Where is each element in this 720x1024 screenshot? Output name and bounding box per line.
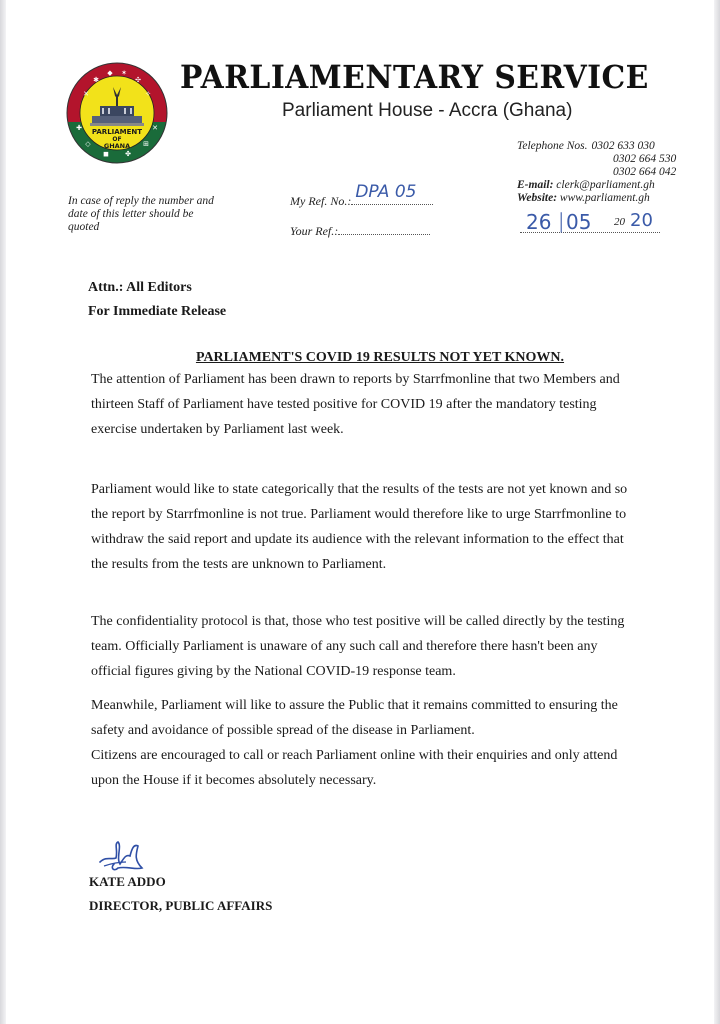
svg-text:OF: OF bbox=[112, 136, 122, 143]
parliament-of-ghana-seal-icon bbox=[66, 62, 168, 164]
svg-text:✶: ✶ bbox=[121, 69, 127, 77]
letter-date bbox=[520, 210, 660, 233]
website-link[interactable]: www.parliament.gh bbox=[559, 192, 650, 204]
svg-text:◆: ◆ bbox=[107, 69, 113, 77]
body-paragraph: Citizens are encouraged to call or reach Parliament online with their enquiries and only attend upon the House if it becomes absolutely necessary. bbox=[91, 748, 618, 788]
email-link[interactable]: clerk@parliament.gh bbox=[556, 179, 655, 191]
your-ref-value bbox=[338, 222, 430, 235]
body-paragraph: The attention of Parliament has been drawn to reports by Starrfmonline that two Members and thirteen Staff of Parliament have tested positive for COVID 19 after the mandatory testing exercise undertaken by Parliament last week. bbox=[91, 372, 620, 437]
website-label: Website: bbox=[517, 192, 558, 204]
email-label: E-mail: bbox=[517, 179, 554, 191]
date-year-suffix: 20 bbox=[630, 210, 653, 231]
reply-note: In case of reply the number and date of this letter should be quoted bbox=[68, 195, 214, 233]
date-month: 05 bbox=[566, 210, 592, 234]
page-edge-left bbox=[0, 0, 6, 1024]
svg-text:GHANA: GHANA bbox=[103, 142, 131, 150]
my-ref-value: DPA 05 bbox=[355, 182, 417, 202]
date-separator: | bbox=[559, 208, 564, 233]
signatory-name: KATE ADDO bbox=[89, 874, 166, 889]
my-ref-label: My Ref. No.: bbox=[290, 194, 352, 208]
telephone-label: Telephone Nos. bbox=[517, 140, 588, 152]
handwritten-signature-icon bbox=[96, 838, 154, 878]
organization-name: PARLIAMENTARY SERVICE bbox=[180, 58, 649, 96]
svg-text:✕: ✕ bbox=[152, 124, 158, 132]
body-paragraph: Parliament would like to state categorically that the results of the tests are not yet known and so the report by Starrfmonline is not true. Parliament would therefore like to urge Starrfmonline to withdraw the said report and update its audience with the relevant information to the effect that the results from the tests are unknown to Parliament. bbox=[91, 482, 628, 572]
date-day: 26 bbox=[526, 210, 552, 234]
your-ref-field bbox=[290, 222, 430, 239]
telephone-number: 0302 664 042 bbox=[613, 166, 677, 178]
release-line: For Immediate Release bbox=[88, 304, 227, 319]
attention-line: Attn.: All Editors bbox=[88, 280, 192, 295]
your-ref-label: Your Ref.: bbox=[290, 224, 339, 238]
svg-text:⊞: ⊞ bbox=[143, 140, 149, 148]
svg-text:✕: ✕ bbox=[83, 90, 89, 98]
telephone-number: 0302 633 030 bbox=[591, 140, 655, 152]
headline: PARLIAMENT'S COVID 19 RESULTS NOT YET KNOWN. bbox=[195, 350, 565, 365]
svg-text:✱: ✱ bbox=[93, 76, 99, 84]
contact-block bbox=[517, 140, 676, 205]
svg-text:✚: ✚ bbox=[76, 124, 82, 132]
svg-text:◼: ◼ bbox=[103, 150, 109, 158]
svg-text:◇: ◇ bbox=[85, 140, 91, 148]
parliament-seal-logo bbox=[66, 62, 168, 164]
organization-address: Parliament House - Accra (Ghana) bbox=[282, 100, 573, 121]
page-edge-right bbox=[714, 0, 720, 1024]
my-ref-field bbox=[290, 182, 433, 209]
telephone-number: 0302 664 530 bbox=[613, 153, 677, 165]
svg-text:PARLIAMENT: PARLIAMENT bbox=[91, 128, 143, 136]
signature bbox=[96, 838, 154, 878]
svg-text:✣: ✣ bbox=[135, 76, 141, 84]
body-paragraph: Meanwhile, Parliament will like to assure the Public that it remains committed to ensuring the safety and avoidance of possible spread of the disease in Parliament. bbox=[91, 698, 618, 738]
body-paragraph: The confidentiality protocol is that, those who test positive will be called directly by the testing team. Officially Parliament is unaware of any such call and therefore there hasn't been any official figures giving by the National COVID-19 response team. bbox=[91, 614, 625, 679]
svg-text:✤: ✤ bbox=[125, 150, 131, 158]
svg-text:✧: ✧ bbox=[145, 90, 151, 98]
date-year-prefix: 20 bbox=[614, 216, 625, 228]
signatory-title: DIRECTOR, PUBLIC AFFAIRS bbox=[89, 898, 273, 913]
